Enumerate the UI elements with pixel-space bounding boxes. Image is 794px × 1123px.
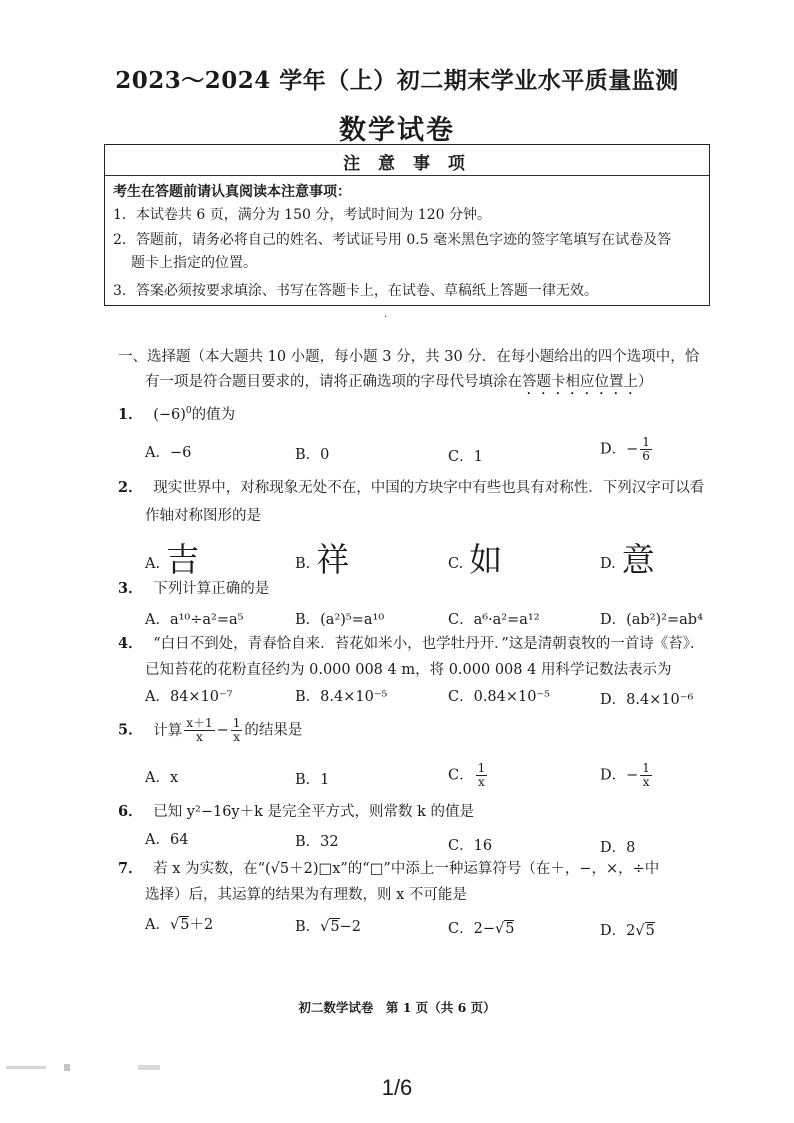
q3-option-d[interactable]: D．(ab²)²=ab⁴ <box>600 612 703 628</box>
q4-stem-line1 <box>118 633 738 655</box>
q5-option-c[interactable] <box>448 762 489 789</box>
q7-number: 7． <box>118 860 143 877</box>
q1-option-d-label: D．− <box>600 441 639 458</box>
notice-intro: 考生在答题前请认真阅读本注意事项： <box>113 184 351 200</box>
q3-stem <box>118 578 269 600</box>
page-indicator: 1/6 <box>381 1075 413 1100</box>
q3-option-b[interactable]: B．(a²)⁵=a¹⁰ <box>295 612 385 628</box>
q2-option-b[interactable] <box>295 534 349 581</box>
q2-option-d-label: D. <box>600 556 616 572</box>
q1-text: 的值为 <box>191 406 236 423</box>
q1-option-c[interactable]: C．1 <box>448 449 483 465</box>
q7-option-b-radicand: 5 <box>330 919 340 935</box>
q1-option-d-den: 6 <box>642 449 650 463</box>
q1-option-a[interactable]: A．−6 <box>145 445 192 461</box>
q1-option-b[interactable]: B．0 <box>295 447 330 463</box>
q5-option-c-fraction <box>476 762 488 789</box>
q5-stem <box>118 717 302 744</box>
q5-option-c-label: C． <box>448 767 474 784</box>
q2-option-a-char: 吉 <box>166 540 200 579</box>
notice-item-1: 1．本试卷共 6 页，满分为 150 分，考试时间为 120 分钟。 <box>113 207 491 223</box>
q6-option-d[interactable]: D．8 <box>600 840 636 856</box>
section1-line2-emphasis: 答题卡相应位置上 <box>522 374 638 390</box>
q2-option-a-label: A. <box>145 556 161 572</box>
exam-title-line1: 2023～2024 学年（上）初二期末学业水平质量监测 <box>115 67 679 94</box>
q7-line2: 选择）后，其运算的结果为有理数，则 x 不可能是 <box>145 887 467 903</box>
q5-number: 5． <box>118 721 143 739</box>
q2-option-b-char: 祥 <box>316 540 350 579</box>
q7-option-d[interactable] <box>600 919 655 940</box>
q5-option-d-den: x <box>642 775 650 789</box>
q6-option-b[interactable]: B．32 <box>295 834 339 850</box>
q5-option-b[interactable]: B．1 <box>295 772 330 788</box>
q5-option-c-num: 1 <box>477 761 486 775</box>
q2-option-b-label: B. <box>295 556 311 572</box>
q2-option-c-char: 如 <box>469 540 503 579</box>
q5-option-c-den: x <box>478 775 485 789</box>
q4-number: 4． <box>118 635 143 652</box>
q3-text: 下列计算正确的是 <box>153 581 270 597</box>
q7-option-b[interactable] <box>295 915 361 936</box>
q7-option-d-pre: D．2√ <box>600 923 645 939</box>
q1-number: 1． <box>118 405 143 423</box>
q2-option-d-char: 意 <box>621 540 655 579</box>
q5-option-d-label: D．− <box>600 767 639 784</box>
q5-minus: − <box>216 722 229 739</box>
q2-option-a[interactable] <box>145 534 199 581</box>
q1-option-d-fraction <box>640 436 652 463</box>
notice-divider <box>105 175 709 176</box>
q4-option-b[interactable]: B．8.4×10⁻⁵ <box>295 689 388 705</box>
q2-number: 2． <box>118 479 143 496</box>
notice-item-2-cont: 题卡上指定的位置。 <box>131 255 257 271</box>
q5-option-d-num: 1 <box>642 761 650 775</box>
q2-option-d[interactable] <box>600 534 655 581</box>
notice-item-2: 2．答题前，请务必将自己的姓名、考试证号用 0.5 毫米黑色字迹的签字笔填写在试卷及答 <box>113 232 672 248</box>
q5-option-d[interactable] <box>600 762 654 789</box>
section1-line2-c: ） <box>638 374 653 390</box>
q4-line2: 已知苔花的花粉直径约为 0.000 008 4 m，将 0.000 008 4 用科学记数法表示为 <box>145 662 672 678</box>
scan-smudge <box>6 1062 166 1074</box>
q6-stem <box>118 801 474 823</box>
q2-option-c-label: C. <box>448 556 464 572</box>
q3-option-a[interactable]: A．a¹⁰÷a²=a⁵ <box>145 612 244 628</box>
notice-item-3: 3．答案必须按要求填涂、书写在答题卡上，在试卷、草稿纸上答题一律无效。 <box>113 283 598 299</box>
notice-box <box>104 144 710 306</box>
q1-stem <box>118 400 235 426</box>
q4-option-c[interactable]: C．0.84×10⁻⁵ <box>448 689 550 705</box>
q6-number: 6． <box>118 803 143 820</box>
q4-line1: “白日不到处，青春恰自来．苔花如米小，也学牡丹开．”这是清朝袁牧的一首诗《苔》． <box>153 636 705 652</box>
exam-title-line2: 数学试卷 <box>339 115 455 146</box>
q1-option-d[interactable] <box>600 436 654 463</box>
q1-exponent: 0 <box>185 406 192 416</box>
section1-line2 <box>145 370 715 398</box>
section1-line1: 一、选择题（本大题共 10 小题，每小题 3 分，共 30 分．在每小题给出的四个选项中，恰 <box>118 349 700 365</box>
q3-number: 3． <box>118 580 143 597</box>
q7-option-d-radicand: 5 <box>645 923 655 939</box>
q7-option-c[interactable] <box>448 917 514 938</box>
q5-fraction-1 <box>184 717 214 744</box>
q4-option-d[interactable]: D．8.4×10⁻⁶ <box>600 692 694 708</box>
q5-f2-num: 1 <box>232 716 241 730</box>
q5-pre: 计算 <box>153 722 183 739</box>
q2-line1: 现实世界中，对称现象无处不在，中国的方块字中有些也具有对称性．下列汉字可以看 <box>153 480 705 496</box>
q4-option-a[interactable]: A．84×10⁻⁷ <box>145 689 233 705</box>
q1-base: (−6) <box>153 406 186 423</box>
q7-option-c-radicand: 5 <box>505 921 515 937</box>
q2-line2: 作轴对称图形的是 <box>145 508 261 524</box>
q7-option-a-radicand: 5 <box>180 917 190 933</box>
q7-option-a[interactable] <box>145 913 213 934</box>
notice-title: 注 意 事 项 <box>343 154 471 174</box>
q5-option-a[interactable]: A．x <box>145 770 179 786</box>
q7-line1: 若 x 为实数，在“(√5＋2)□x”的“□”中添上一种运算符号（在＋，−，×，÷中 <box>153 861 660 877</box>
q7-option-b-post: −2 <box>339 919 362 935</box>
page-footer: 初二数学试卷 第 1 页（共 6 页） <box>298 1000 496 1015</box>
q5-f1-num: x＋1 <box>186 716 213 730</box>
q5-fraction-2 <box>231 717 243 744</box>
q7-option-a-pre: A．√ <box>145 917 180 933</box>
q5-option-d-fraction <box>640 762 652 789</box>
q5-f1-den: x <box>196 730 203 744</box>
q2-option-c[interactable] <box>448 534 502 581</box>
q7-option-c-pre: C．2−√ <box>448 921 505 937</box>
q7-option-a-post: ＋2 <box>189 917 214 933</box>
q1-option-d-num: 1 <box>642 435 650 449</box>
q6-option-c[interactable]: C．16 <box>448 838 493 854</box>
q6-text: 已知 y²−16y＋k 是完全平方式，则常数 k 的值是 <box>153 804 475 820</box>
section1-line2-a: 有一项是符合题目要求的，请将正确选项的字母代号填涂在 <box>145 374 522 390</box>
notice-dot: · <box>384 312 388 323</box>
q7-option-b-pre: B．√ <box>295 919 330 935</box>
q6-option-a[interactable]: A．64 <box>145 832 189 848</box>
q5-f2-den: x <box>233 730 240 744</box>
q7-stem-line1 <box>118 858 738 880</box>
q2-stem-line1 <box>118 477 718 499</box>
q5-post: 的结果是 <box>244 722 303 739</box>
q3-option-c[interactable]: C．a⁶·a²=a¹² <box>448 612 540 628</box>
